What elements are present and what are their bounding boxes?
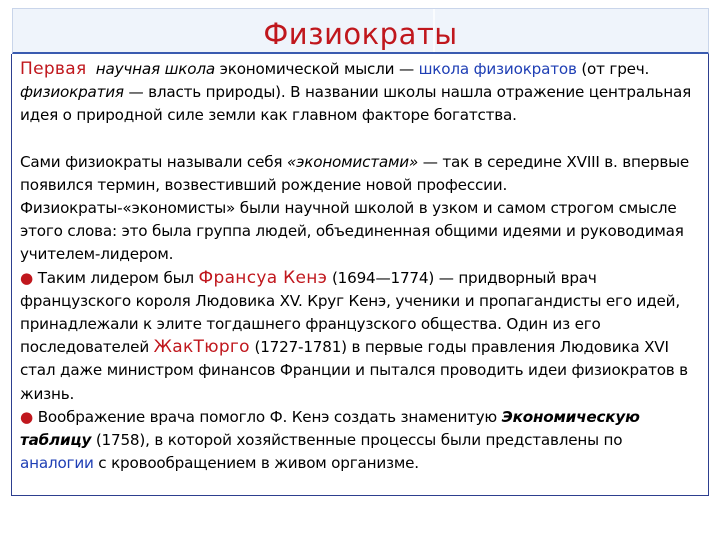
link-analogy[interactable]: аналогии xyxy=(20,454,94,473)
italic-term: физиократия xyxy=(20,83,124,102)
text-run: — так в середине XVIII в. впервые появился термин, возвестивший рождение новой профессии. Физиократы-«экономисты» были научной школой в узком и самом строгом смысле этого слова: это была группа людей, объединенная общими идеями и руководимая учителем-лидером. xyxy=(20,152,690,264)
bullet-icon: ● xyxy=(20,268,34,287)
text-run: (1727-1781) в первые годы правления Людовика XVI стал даже министром финансов Франции и пытался проводить идеи физиократов в жизнь. xyxy=(20,338,688,403)
highlight-name-quesnay: Франсуа Кенэ xyxy=(198,267,328,288)
bullet-icon: ● xyxy=(20,407,34,426)
link-physiocrats-school[interactable]: школа физиократов xyxy=(418,60,577,78)
text-run: — власть природы). В названии школы нашла отражение центральная идея о природной силе земли как главном факторе богатства. xyxy=(20,83,692,125)
text-run: экономической мысли — xyxy=(214,60,419,78)
paragraph-table xyxy=(20,406,700,476)
paragraph-definition xyxy=(20,58,700,128)
text-run: Воображение врача помогло Ф. Кенэ создать знаменитую xyxy=(33,407,502,426)
text-run: (1758), в которой хозяйственные процессы были представлены по xyxy=(91,431,623,450)
highlight-name-turgot: ЖакТюрго xyxy=(153,337,250,358)
text-run: Таким лидером был xyxy=(33,268,199,287)
text-run: (1694—1774) — придворный врач французского короля Людовика XV. Круг Кенэ, ученики и пропагандисты его идей, принадлежали к элите тогдашнего французского общества. Один из его последователей xyxy=(20,268,680,357)
body-text xyxy=(20,58,700,475)
slide-header xyxy=(12,8,709,54)
highlight-first: Первая xyxy=(20,59,87,79)
paragraph-quesnay xyxy=(20,267,700,406)
content-box xyxy=(11,54,709,496)
text-run: (от греч. xyxy=(576,60,650,78)
paragraph-economists xyxy=(20,151,700,267)
italic-term: научная школа xyxy=(95,60,215,78)
text-run: с кровообращением в живом организме. xyxy=(93,454,419,473)
paragraph-gap xyxy=(20,128,700,151)
italic-term: «экономистами» xyxy=(286,152,419,171)
slide-title: Физиократы xyxy=(263,17,458,51)
bold-italic-term: Экономическую таблицу xyxy=(20,407,640,450)
text-run: Сами физиократы называли себя xyxy=(20,152,287,171)
